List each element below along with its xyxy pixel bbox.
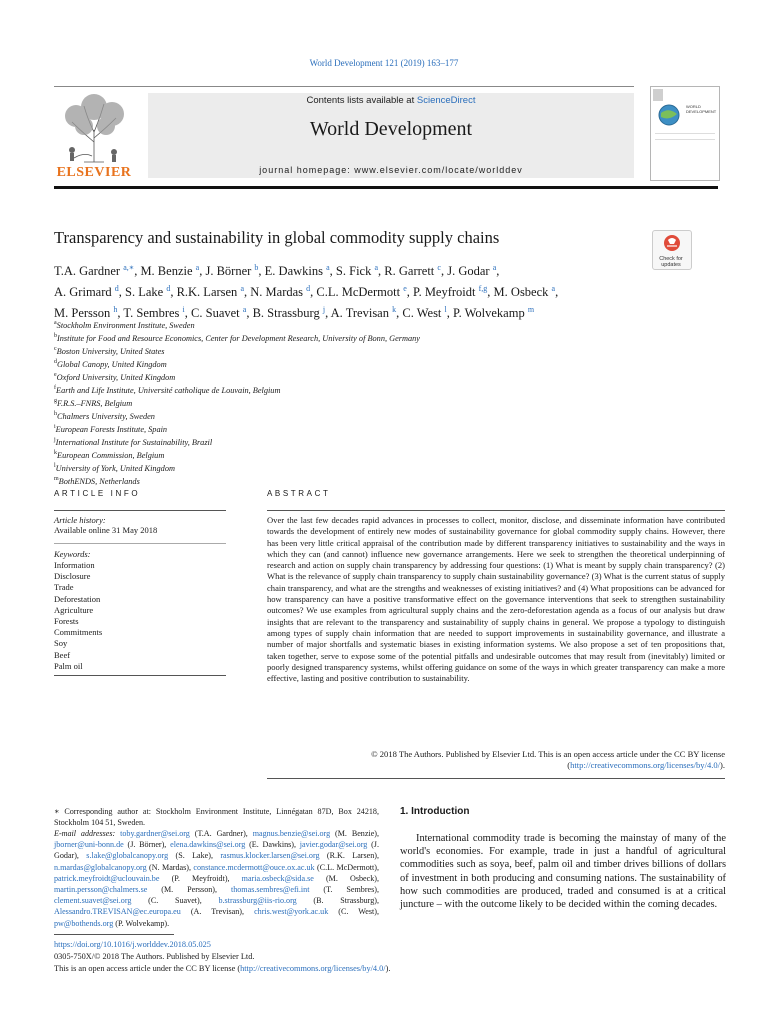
abstract-end-rule: [267, 778, 725, 779]
affiliation-key: c: [54, 345, 57, 352]
check-updates-icon: [653, 231, 691, 255]
affiliation-item: [54, 318, 654, 331]
affiliation-key: l: [54, 462, 56, 469]
affiliation-item: [54, 396, 654, 409]
license-link[interactable]: http://creativecommons.org/licenses/by/4.0/: [570, 760, 721, 771]
contents-line: [148, 95, 634, 106]
affiliation-key: e: [54, 371, 57, 378]
affiliation-key: b: [54, 332, 57, 339]
affiliation-item: [54, 461, 654, 474]
affiliation-item: [54, 448, 654, 461]
keyword-item: Forests: [54, 616, 79, 627]
affiliation-text: Chalmers University, Sweden: [57, 411, 155, 421]
license-suffix: ).: [720, 760, 725, 771]
abstract-text: Over the last few decades rapid advances in processes to collect, monitor, disclose, and disseminate information have contributed towards the development of entirely new modes of sustainability governance for global commodity supply chains. However, there has been very little critical appraisal of the contribution made by different transparency initiatives to sustainability and the ways in which they can (and cannot) influence new governance arrangements. Here we seek to strengthen the theoretical underpinning of research and action on supply chain transparency by addressing four questions: (1) What is meant by supply chain transparency? (2) What is the relevance of supply chain transparency to supply chain sustainability governance? (3) What is the current status of supply chain transparency, and what are the strengths and weaknesses of existing initiatives? and (4) What propositions can be advanced for how transparency can have a positive transformative effect on the governance interventions that seek to strengthen sustainability outcomes? We use examples from agricultural supply chains and the zero-deforestation agenda as a focus of our analysis but draw insights that are relevant to the transparency and sustainability of supply chains in general. We propose a typology to distinguish among types of supply chain information that are needed to support improvements in sustainability governance, and illustrate a number of major shortfalls and systematic biases in existing information systems. We also propose a set of ten propositions that, taken together, serve to expose some of the potential pitfalls and undesirable outcomes that may result from (inevitably) limited or poorly designed transparency systems, whilst offering guidance on some of the ways in which greater transparency can make a more effective, lasting and positive contribution to sustainability.: [267, 515, 725, 684]
journal-cover-thumbnail[interactable]: [650, 86, 720, 181]
affiliation-item: [54, 409, 654, 422]
cover-title: WORLD DEVELOPMENT: [686, 104, 717, 114]
affiliation-text: Stockholm Environment Institute, Sweden: [56, 320, 195, 330]
affiliation-text: F.R.S.–FNRS, Belgium: [57, 398, 133, 408]
abstract-heading: ABSTRACT: [267, 489, 331, 498]
affiliation-key: h: [54, 410, 57, 417]
header-rule-top: [54, 86, 634, 87]
affiliation-text: Earth and Life Institute, Université catholique de Louvain, Belgium: [56, 385, 281, 395]
keyword-item: Deforestation: [54, 593, 101, 604]
affiliation-text: Institute for Food and Resource Economics, Center for Development Research, University of Bonn, Germany: [57, 333, 420, 343]
journal-homepage-link[interactable]: journal homepage: www.elsevier.com/locate/worlddev: [259, 165, 523, 175]
history-rule: [54, 543, 226, 544]
abstract-rule: [267, 510, 725, 511]
article-info-heading: ARTICLE INFO: [54, 489, 141, 498]
license-prefix: © 2018 The Authors. Published by Elsevier Ltd. This is an open access article under the CC BY license (: [371, 749, 725, 771]
elsevier-tree-icon: [54, 92, 134, 164]
affiliation-list: [54, 318, 654, 487]
affiliation-text: European Forests Institute, Spain: [55, 424, 168, 434]
author-list[interactable]: T.A. Gardner $^{a,∗}$, M. Benzie $^a$, J. Börner $^b$, E. Dawkins $^a$, S. Fick $^a$, R. Garrett $^c$, J. Godar $^a$, A. Grimard $^d$, S. Lake $^d$, R.K. Larsen $^a$, N. Mardas $^d$, C.L. McDermott $^e$, P. Meyfroidt $^{f,g}$, M. Osbeck $^a$, M. Persson $^h$, T. Sembres $^i$, C. Suavet $^a$, B. Strassburg $^j$, A. Trevisan $^k$, C. West $^l$, P. Wolvekamp $^m$: [54, 263, 559, 321]
affiliation-key: k: [54, 449, 57, 456]
keywords-list: [54, 560, 102, 672]
abstract-license: [267, 749, 725, 772]
oa-suffix: ).: [385, 964, 391, 973]
affiliation-text: European Commission, Belgium: [57, 450, 165, 460]
contents-prefix: Contents lists available at: [306, 95, 417, 106]
affiliation-text: International Institute for Sustainability, Brazil: [55, 437, 213, 447]
affiliation-text: BothENDS, Netherlands: [58, 476, 140, 486]
keyword-item: Trade: [54, 582, 74, 593]
affiliation-key: m: [54, 475, 59, 482]
open-access-note: [54, 964, 390, 973]
keyword-item: Agriculture: [54, 604, 94, 615]
keyword-item: Disclosure: [54, 571, 91, 582]
article-title: Transparency and sustainability in global commodity supply chains: [54, 228, 500, 247]
affiliation-item: [54, 370, 654, 383]
affiliation-text: University of York, United Kingdom: [55, 463, 175, 473]
introduction-text: International commodity trade is becoming the mainstay of many of the world's economies. For example, trade in just a handful of agricultural commodities such as soya, beef, palm oil and timber drives billions of dollars of investment in both producing and consuming nations. The sustainability of how such commodities are produced, traded and consumed is at a critical juncture – with the outcome likely to be decided within the coming decades.: [400, 833, 726, 911]
introduction-heading: 1. Introduction: [400, 806, 470, 817]
affiliation-item: [54, 474, 654, 487]
header-rule-bottom: [54, 186, 718, 189]
keyword-item: Commitments: [54, 627, 103, 638]
cover-globe-icon: [651, 87, 719, 180]
affiliation-text: Oxford University, United Kingdom: [56, 372, 176, 382]
affiliation-key: j: [54, 436, 56, 443]
journal-title: World Development: [309, 118, 473, 140]
doi-link[interactable]: https://doi.org/10.1016/j.worlddev.2018.05.025: [54, 940, 211, 949]
affiliation-text: Global Canopy, United Kingdom: [57, 359, 167, 369]
affiliation-item: [54, 357, 654, 370]
affiliation-key: g: [54, 397, 57, 404]
affiliation-key: d: [54, 358, 57, 365]
email-addresses[interactable]: E-mail addresses: toby.gardner@sei.org (T.A. Gardner), magnus.benzie@sei.org (M. Benzie), jborner@uni-bonn.de (J. Börner), elena.dawkins@sei.org (E. Dawkins), javier.godar@sei.org (J. Godar), s.lake@globalcanopy.org (S. Lake), rasmus.klocker.larsen@sei.org (R.K. Larsen), n.mardas@globalcanopy.org (N. Mardas), constance.mcdermott@ouce.ox.ac.uk (C.L. McDermott), patrick.meyfroidt@uclouvain.be (P. Meyfroidt), maria.osbeck@sida.se (M. Osbeck), martin.persson@chalmers.se (M. Persson), thomas.sembres@efi.int (T. Sembres), clement.suavet@sei.org (C. Suavet), b.strassburg@iis-rio.org (B. Strassburg), Alessandro.TREVISAN@ec.europa.eu (A. Trevisan), chris.west@york.ac.uk (C. West), pw@bothends.org (P. Wolvekamp).: [54, 829, 380, 928]
affiliation-item: [54, 422, 654, 435]
affiliation-text: Boston University, United States: [56, 346, 165, 356]
keywords-label: Keywords:: [54, 549, 91, 559]
sciencedirect-link[interactable]: ScienceDirect: [416, 95, 476, 106]
keyword-item: Information: [54, 560, 95, 570]
issn-line: 0305-750X/© 2018 The Authors. Published by Elsevier Ltd.: [54, 952, 255, 961]
affiliation-key: i: [54, 423, 56, 430]
oa-prefix: This is an open access article under the CC BY license (: [54, 964, 241, 973]
elsevier-wordmark: ELSEVIER: [56, 165, 132, 180]
keyword-item: Palm oil: [54, 660, 83, 671]
corresponding-author-note: ∗ Corresponding author at: Stockholm Environment Institute, Linnégatan 87D, Box 24218, Stockholm 104 51, Sweden.: [54, 807, 379, 828]
footer-rule: [54, 934, 174, 935]
history-label: Article history:: [54, 515, 106, 525]
journal-reference-link[interactable]: World Development 121 (2019) 163–177: [309, 58, 459, 68]
history-value: Available online 31 May 2018: [54, 525, 158, 535]
check-updates-label: Check for updates: [659, 256, 683, 268]
affiliation-item: [54, 383, 654, 396]
affiliation-item: [54, 331, 654, 344]
affiliation-item: [54, 435, 654, 448]
keyword-item: Beef: [54, 649, 71, 660]
affiliation-item: [54, 344, 654, 357]
keywords-rule: [54, 675, 226, 676]
affiliation-key: f: [54, 384, 56, 391]
oa-license-link[interactable]: http://creativecommons.org/licenses/by/4.0/: [240, 964, 386, 973]
affiliation-key: a: [54, 320, 57, 326]
keyword-item: Soy: [54, 638, 68, 649]
article-info-rule: [54, 510, 226, 511]
